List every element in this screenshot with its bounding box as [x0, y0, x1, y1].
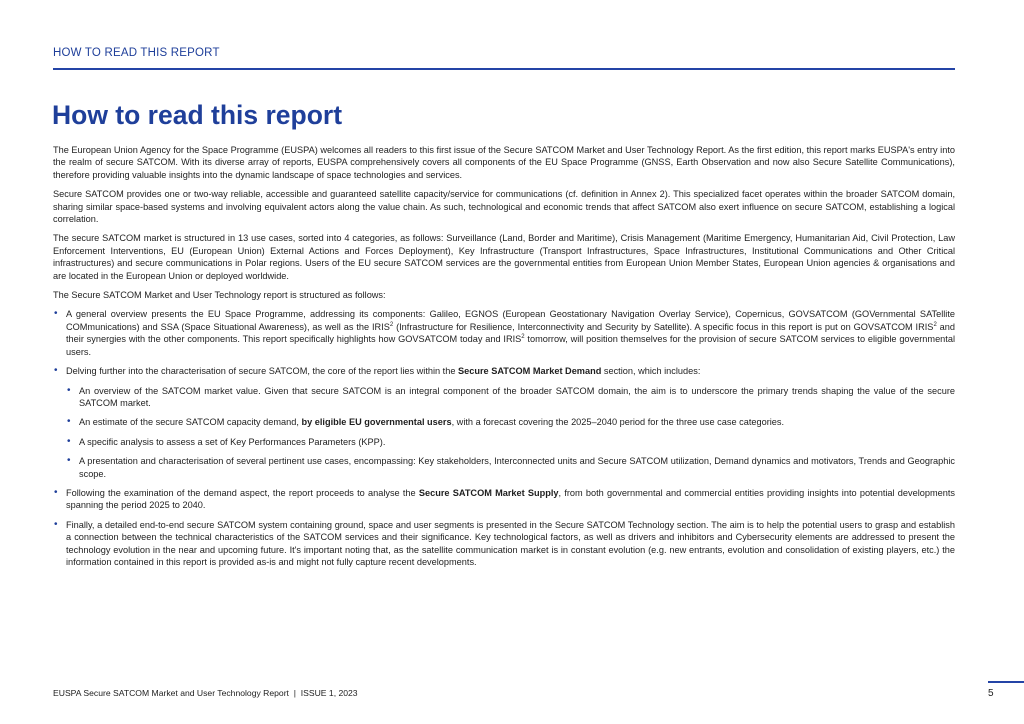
sublist-item-market-value: • An overview of the SATCOM market value. Given that secure SATCOM is an integral component of the broader SATCOM domain, the aim is to underscore the primary trends shaping the value of the secure SATCOM market. [67, 384, 955, 408]
intro-paragraph: The European Union Agency for the Space Programme (EUSPA) welcomes all readers to this first issue of the Secure SATCOM Market and User Technology Report. As the first edition, this report marks EUSPA's entry into the realm of secure SATCOM. With its diverse array of reports, EUSPA comprehensively covers all components of the EU Space Programme (GNSS, Earth Observation and now also Secure Satellite Communications), therefore providing valuable insights into the dynamic landscape of space technologies and services. [53, 145, 955, 180]
sublist-item-kpp: • A specific analysis to assess a set of Key Performances Parameters (KPP). [67, 435, 386, 447]
page-number-rule [988, 681, 1024, 683]
list-item-market-supply: • Following the examination of the demand aspect, the report proceeds to analyse the Secure SATCOM Market Supply, from both governmental and commercial entities providing insights into potential developments spanning the period 2025 to 2040. [54, 486, 955, 511]
running-header: HOW TO READ THIS REPORT [53, 47, 220, 59]
list-item-market-demand: • Delving further into the characterisation of secure SATCOM, the core of the report lies within the Secure SATCOM Market Demand section, which includes: • An overview of the SATCOM market value. Given that secure SATCOM is an integral component of the broader SATCOM domain, the aim is to underscore the primary trends shaping the value of the secure SATCOM market. • An estimate of the secure SATCOM capacity demand, by eligible EU governmental users, with a forecast covering the 2025–2040 period for the three use case categories. • A specific analysis to assess a set of Key Performances Parameters (KPP). • A presentation and characterisation of several pertinent use cases, encompassing: Key stakeholders, Interconnected units and Secure SATCOM utilization, Demand dynamics and motivators, Trends and Geographic scope. [54, 365, 955, 479]
bullet-icon: • [54, 308, 58, 320]
structure-intro-paragraph: The Secure SATCOM Market and User Technology report is structured as follows: [53, 290, 386, 301]
footer-text: EUSPA Secure SATCOM Market and User Technology Report | ISSUE 1, 2023 [53, 688, 358, 698]
structure-list [53, 308, 955, 568]
market-demand-sublist [66, 385, 955, 480]
emphasis-market-demand: Secure SATCOM Market Demand [458, 366, 602, 377]
market-structure-paragraph: The secure SATCOM market is structured in 13 use cases, sorted into 4 categories, as follows: Surveillance (Land, Border and Maritime), Crisis Management (Maritime Emergency, Humanitarian Aid, Civil Protection, Law Enforcement Interventions, EU (European Union) External Actions and Forces Deployment), Key Infrastructure (Transport Infrastructures, Space Infrastructures, Institutional Communications and Other Critical infrastructures) and secure communications in Polar regions. Users of the EU secure SATCOM services are the governmental entities from European Union Member States, European Union agencies & organisations and are located in the European Union or deployed worldwide. [53, 233, 955, 281]
sublist-item-capacity-demand: • An estimate of the secure SATCOM capacity demand, by eligible EU governmental users, with a forecast covering the 2025–2040 period for the three use case categories. [67, 416, 785, 428]
list-item-overview: • A general overview presents the EU Space Programme, addressing its components: Galileo, EGNOS (European Geostationary Navigation Overlay Service), Copernicus, GOVSATCOM (GOVernmental SATellite COMmunications) and SSA (Space Situational Awareness), as well as the IRIS$^2$ (Infrastructure for Resilience, Interconnectivity and Security by Satellite). A specific focus in this report is put on GOVSATCOM IRIS$^2$ and their synergies with the other components. This report specifically highlights how GOVSATCOM today and IRIS$^2$ tomorrow, will position themselves for the provision of secure SATCOM services to eligible governmental users. [54, 308, 955, 357]
bullet-icon: • [67, 455, 71, 467]
page-number: 5 [988, 688, 994, 699]
emphasis-market-supply: Secure SATCOM Market Supply [418, 487, 559, 498]
list-item-technology: • Finally, a detailed end-to-end secure SATCOM system containing ground, space and user segments is presented in the Secure SATCOM Technology section. The aim is to help the potential users to grasp and establish a connection between the technical characteristics of the SATCOM services and their significance. Key technological factors, as well as drivers and inhibitors and Cybersecurity elements are addressed to present the technology evolution in the near and upcoming future. It's important noting that, as the satellite communication market is in constant evolution (e.g. new entrants, evolution and consolidation of existing players, etc.) the information contained in this report is provided as-is and might not fully capture recent developments. [54, 518, 955, 567]
bullet-icon: • [67, 384, 71, 396]
bullet-icon: • [67, 435, 71, 447]
bullet-icon: • [54, 486, 58, 498]
report-body [53, 144, 955, 575]
bullet-icon: • [54, 518, 58, 530]
page-title: How to read this report [52, 100, 343, 130]
bullet-icon: • [54, 365, 58, 377]
bullet-icon: • [67, 416, 71, 428]
sublist-item-use-cases: • A presentation and characterisation of several pertinent use cases, encompassing: Key stakeholders, Interconnected units and Secure SATCOM utilization, Demand dynamics and motivators, Trends and Geographic scope. [67, 455, 955, 479]
header-divider [53, 68, 955, 70]
definition-paragraph: Secure SATCOM provides one or two-way reliable, accessible and guaranteed satellite capacity/service for communications (cf. definition in Annex 2). This specialized facet operates within the broader SATCOM domain, sharing similar space-based systems and involving equivalent actors along the value chain. As such, technological and economic trends that affect SATCOM also exert influence on secure SATCOM, establishing a logical correlation. [53, 189, 955, 225]
